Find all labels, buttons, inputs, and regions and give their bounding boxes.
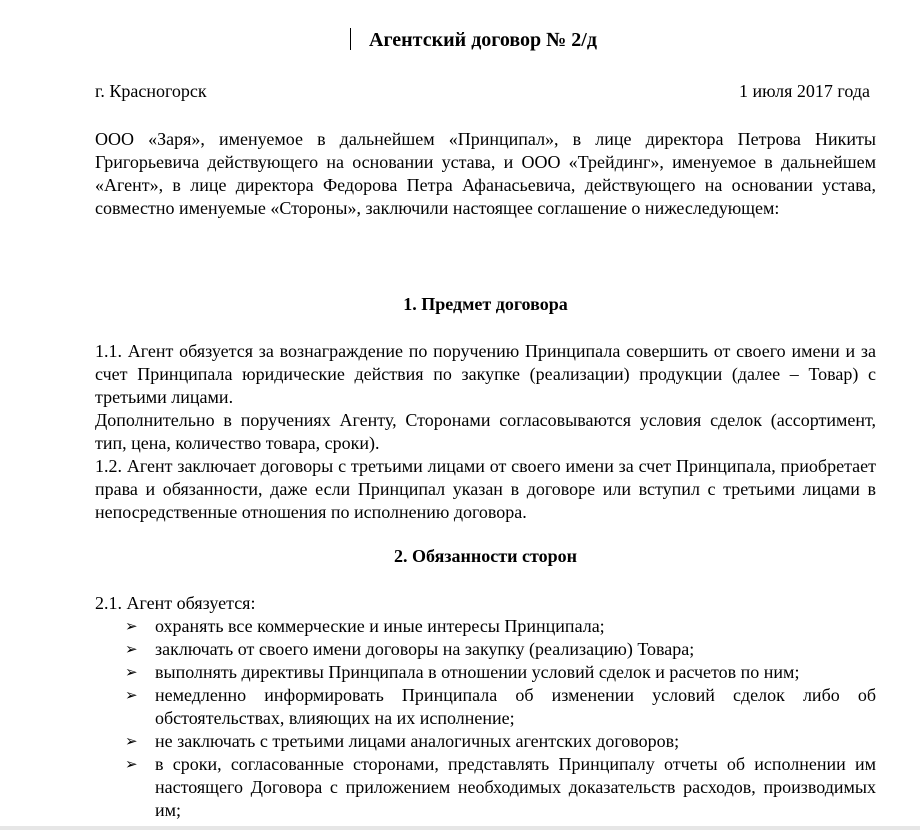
section-1-heading: 1. Предмет договора [403, 294, 568, 314]
section-2-heading: 2. Обязанности сторон [394, 546, 577, 566]
list-item [125, 615, 876, 638]
clause-2-1-intro: 2.1. Агент обязуется: [95, 593, 256, 613]
list-item [125, 753, 876, 822]
contract-city: г. Красногорск [95, 81, 207, 101]
list-item-text: не заключать с третьими лицами аналогичных агентских договоров; [155, 731, 680, 751]
section-1-body [95, 340, 876, 524]
arrow-right-icon: ➢ [125, 617, 138, 635]
list-item [125, 661, 876, 684]
intro-paragraph: ООО «Заря», именуемое в дальнейшем «Принципал», в лице директора Петрова Никиты Григорьевича действующего на основании устава, и ООО «Трейдинг», именуемое в дальнейшем «Агент», в лице директора Федорова Петра Афанасьевича, действующего на основании устава, совместно именуемые «Стороны», заключили настоящее соглашение о нижеследующем: [95, 129, 876, 218]
arrow-right-icon: ➢ [125, 755, 138, 773]
page-bottom-edge [0, 826, 920, 830]
arrow-right-icon: ➢ [125, 640, 138, 658]
list-item-text: охранять все коммерческие и иные интересы Принципала; [155, 616, 605, 636]
list-item-text: немедленно информировать Принципала об изменении условий сделок либо об обстоятельствах, влияющих на их исполнение; [155, 685, 876, 728]
clause-1-1-addendum: Дополнительно в поручениях Агенту, Сторонами согласовываются условия сделок (ассортимент, тип, цена, количество товара, сроки). [95, 410, 876, 453]
list-item [125, 730, 876, 753]
list-item [125, 638, 876, 661]
contract-date: 1 июля 2017 года [739, 81, 870, 101]
arrow-right-icon: ➢ [125, 732, 138, 750]
clause-1-1: 1.1. Агент обязуется за вознаграждение по поручению Принципала совершить от своего имени и за счет Принципала юридические действия по закупке (реализации) продукции (далее – Товар) с третьими лицами. [95, 341, 876, 407]
list-item-text: заключать от своего имени договоры на закупку (реализацию) Товара; [155, 639, 695, 659]
list-item-text: выполнять директивы Принципала в отношении условий сделок и расчетов по ним; [155, 662, 800, 682]
list-item-text: в сроки, согласованные сторонами, представлять Принципалу отчеты об исполнении им настоящего Договора с приложением необходимых доказательств расходов, производимых им; [155, 754, 876, 820]
arrow-right-icon: ➢ [125, 663, 138, 681]
list-item [125, 684, 876, 730]
arrow-right-icon: ➢ [125, 686, 138, 704]
document-title: Агентский договор № 2/д [369, 29, 597, 51]
agent-duties-list [125, 615, 876, 822]
clause-1-2: 1.2. Агент заключает договоры с третьими лицами от своего имени за счет Принципала, приобретает права и обязанности, даже если Принципал указан в договоре или вступил с третьими лицами в непосредственные отношения по исполнению договора. [95, 456, 876, 522]
